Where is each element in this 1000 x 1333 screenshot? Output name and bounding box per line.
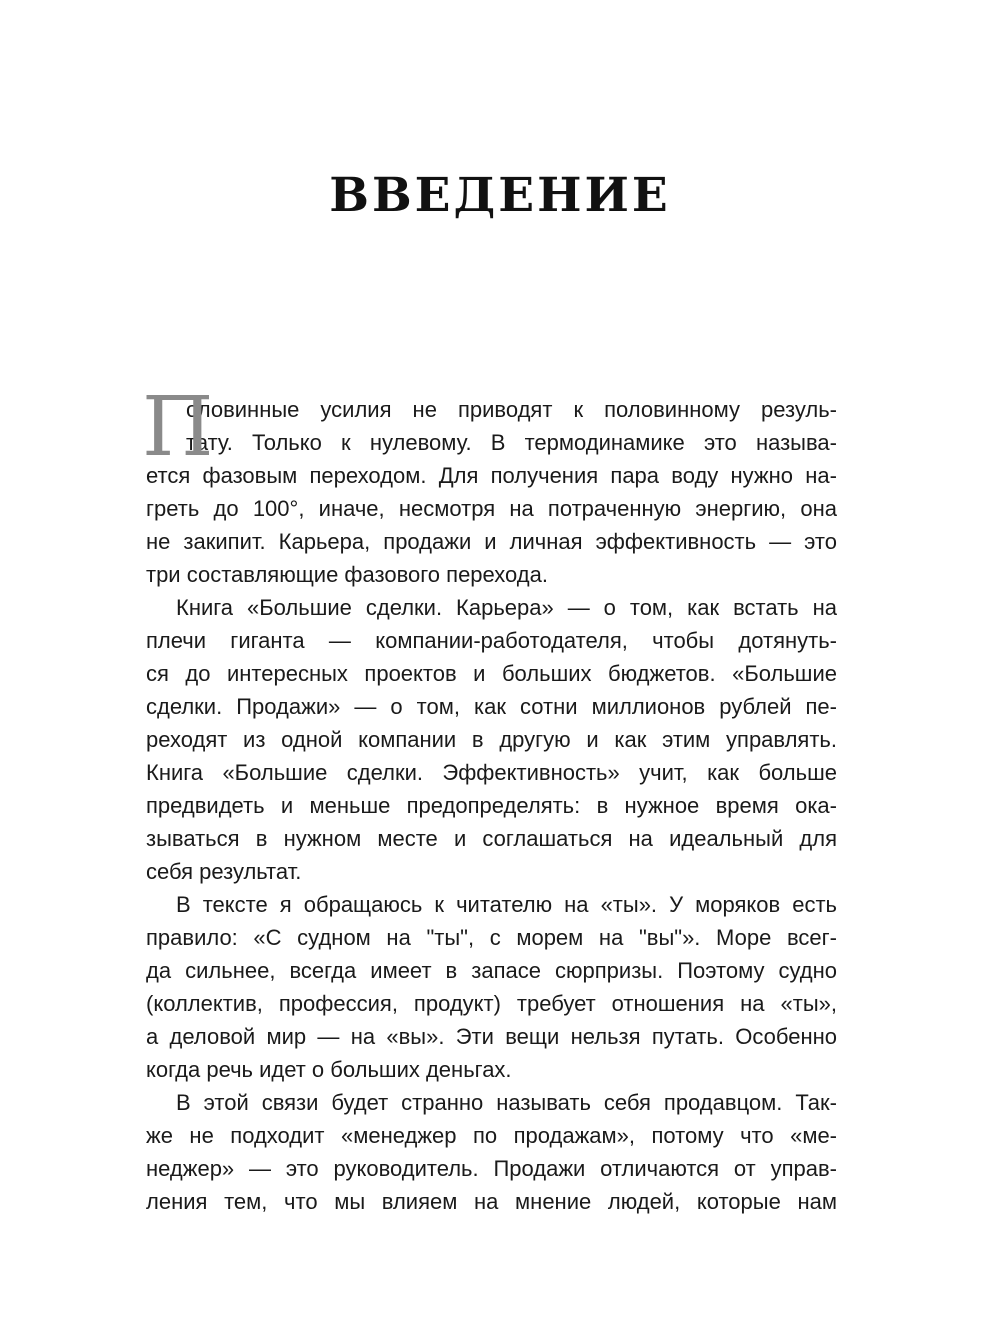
text-line: греть до 100°, иначе, несмотря на потраченную энергию, она bbox=[146, 496, 837, 521]
text-line: (коллектив, профессия, продукт) требует отношения на «ты», bbox=[146, 991, 837, 1016]
text-line: же не подходит «менеджер по продажам», потому что «ме- bbox=[146, 1123, 837, 1148]
text-line: плечи гиганта — компании-работодателя, чтобы дотянуть- bbox=[146, 628, 837, 653]
text-line: сделки. Продажи» — о том, как сотни миллионов рублей пе- bbox=[146, 694, 837, 719]
body-text bbox=[142, 380, 837, 1218]
text-line: предвидеть и меньше предопределять: в нужное время ока- bbox=[146, 793, 837, 818]
text-line: да сильнее, всегда имеет в запасе сюрпризы. Поэтому судно bbox=[146, 958, 837, 983]
text-line: Книга «Большие сделки. Карьера» — о том, как встать на bbox=[176, 595, 837, 620]
drop-cap: П bbox=[142, 380, 214, 475]
text-line: когда речь идет о больших деньгах. bbox=[146, 1057, 512, 1082]
text-line: ся до интересных проектов и больших бюджетов. «Большие bbox=[146, 661, 837, 686]
text-line: тату. Только к нулевому. В термодинамике это называ- bbox=[186, 430, 837, 455]
text-line: три составляющие фазового перехода. bbox=[146, 562, 548, 587]
text-line: не закипит. Карьера, продажи и личная эффективность — это bbox=[146, 529, 837, 554]
text-line: себя результат. bbox=[146, 859, 302, 884]
text-line: реходят из одной компании в другую и как этим управлять. bbox=[146, 727, 837, 752]
text-line: зываться в нужном месте и соглашаться на идеальный для bbox=[146, 826, 837, 851]
text-line: а деловой мир — на «вы». Эти вещи нельзя путать. Особенно bbox=[146, 1024, 837, 1049]
text-line: правило: «С судном на "ты", с морем на "вы"». Море всег- bbox=[146, 925, 837, 950]
chapter-title: ВВЕДЕНИЕ bbox=[329, 168, 671, 223]
text-line: неджер» — это руководитель. Продажи отличаются от управ- bbox=[146, 1156, 837, 1181]
text-line: ется фазовым переходом. Для получения пара воду нужно на- bbox=[146, 463, 837, 488]
text-line: ления тем, что мы влияем на мнение людей, которые нам bbox=[146, 1189, 837, 1214]
text-line: В этой связи будет странно называть себя продавцом. Так- bbox=[176, 1090, 837, 1115]
text-line: В тексте я обращаюсь к читателю на «ты». У моряков есть bbox=[176, 892, 837, 917]
text-line: оловинные усилия не приводят к половинному резуль- bbox=[186, 397, 837, 422]
text-line: Книга «Большие сделки. Эффективность» учит, как больше bbox=[146, 760, 837, 785]
